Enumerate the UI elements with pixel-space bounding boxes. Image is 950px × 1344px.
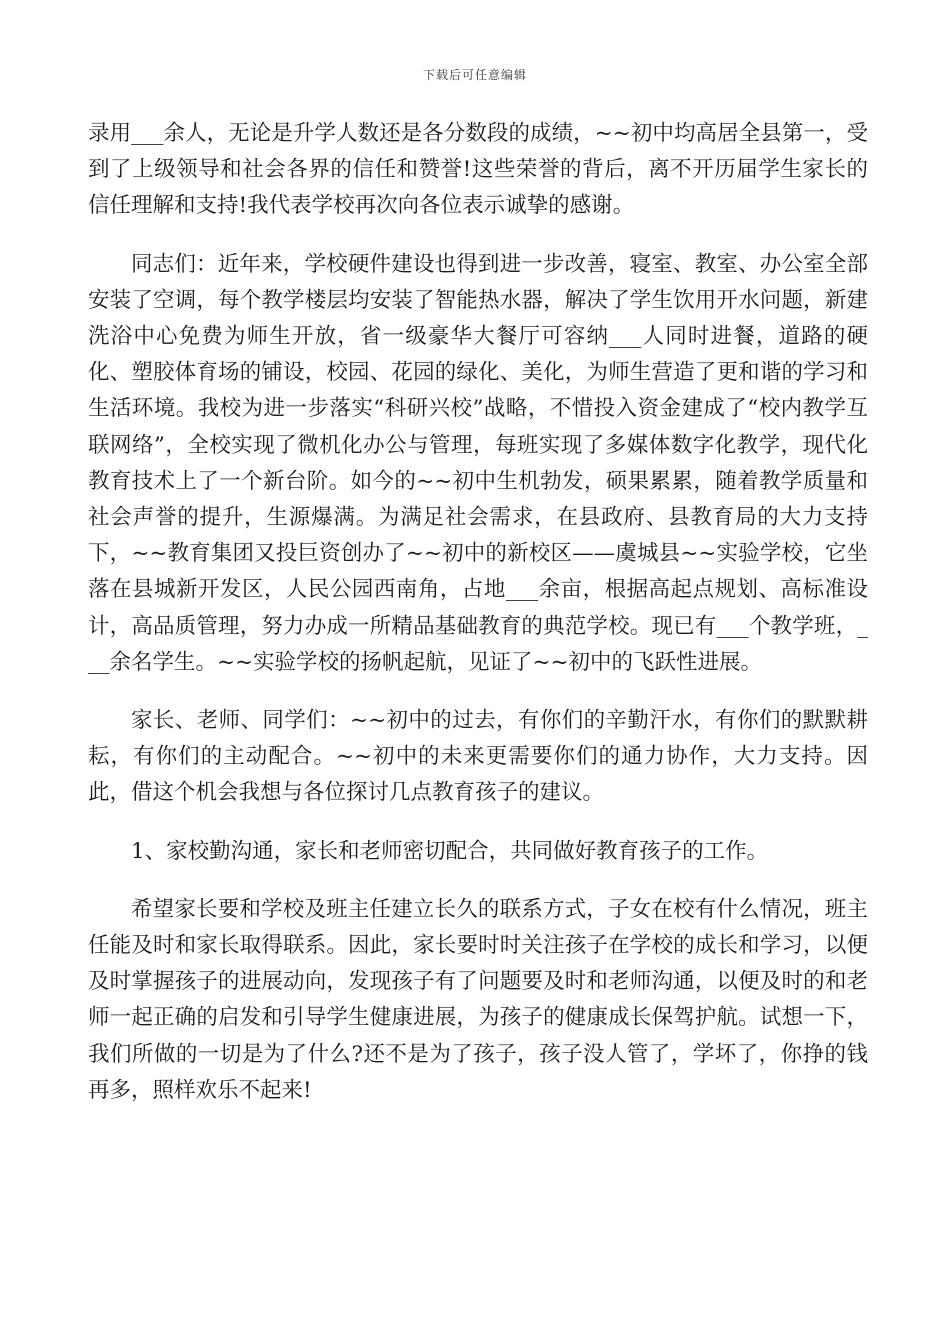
page-header-note: 下载后可任意编辑 <box>422 68 527 82</box>
paragraph-continuation: 录用___余人，无论是升学人数还是各分数段的成绩，~~初中均高居全县第一，受到了上级领导和社会各界的信任和赞誉!这些荣誉的背后，离不开历届学生家长的信任理解和支持!我代表学校再次向各位表示诚挚的感谢。 <box>88 121 868 219</box>
paragraph-suggestion-detail: 希望家长要和学校及班主任建立长久的联系方式，子女在校有什么情况，班主任能及时和家长取得联系。因此，家长要时时关注孩子在学校的成长和学习，以便及时掌握孩子的进展动向，发现孩子有了问题要及时和老师沟通，以便及时的和老师一起正确的启发和引导学生健康进展，为孩子的健康成长保驾护航。试想一下，我们所做的一切是为了什么?还不是为了孩子，孩子没人管了，学坏了，你挣的钱再多，照样欢乐不起来! <box>88 896 868 1103</box>
document-body <box>88 116 868 1131</box>
paragraph-facilities: 同志们：近年来，学校硬件建设也得到进一步改善，寝室、教室、办公室全部安装了空调，每个教学楼层均安装了智能热水器，解决了学生饮用开水问题，新建洗浴中心免费为师生开放，省一级豪华大餐厅可容纳___人同时进餐，道路的硬化、塑胶体育场的铺设，校园、花园的绿化、美化，为师生营造了更和谐的学习和生活环境。我校为进一步落实“科研兴校”战略，不惜投入资金建成了“校内教学互联网络”，全校实现了微机化办公与管理，每班实现了多媒体数字化教学，现代化教育技术上了一个新台阶。如今的~~初中生机勃发，硕果累累，随着教学质量和社会声誉的提升，生源爆满。为满足社会需求，在县政府、县教育局的大力支持下，~~教育集团又投巨资创办了~~初中的新校区——虞城县~~实验学校，它坐落在县城新开发区，人民公园西南角，占地___余亩，根据高起点规划、高标准设计，高品质管理，努力办成一所精品基础教育的典范学校。现已有___个教学班，___余名学生。~~实验学校的扬帆起航，见证了~~初中的飞跃性进展。 <box>88 251 868 675</box>
paragraph-suggestion-heading: 1、家校勤沟通，家长和老师密切配合，共同做好教育孩子的工作。 <box>131 838 769 864</box>
paragraph-address-parents: 家长、老师、同学们：~~初中的过去，有你们的辛勤汗水，有你们的默默耕耘，有你们的主动配合。~~初中的未来更需要你们的通力协作，大力支持。因此，借这个机会我想与各位探讨几点教育孩子的建议。 <box>88 708 868 806</box>
